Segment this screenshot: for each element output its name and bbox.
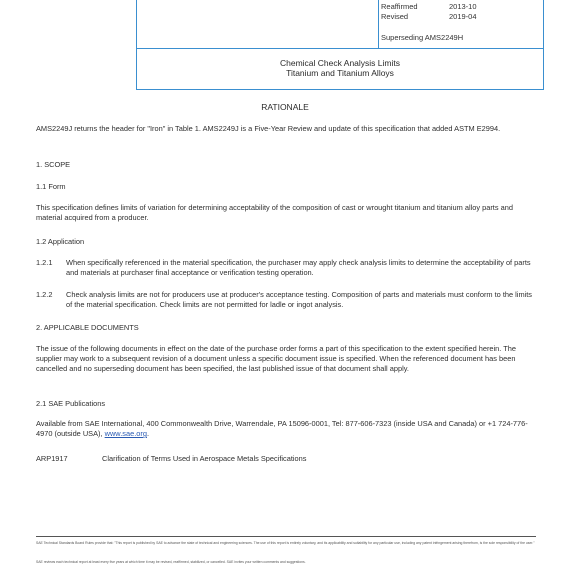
arp-reference-title: Clarification of Terms Used in Aerospace Metals Specifications (102, 454, 307, 463)
title-line-1: Chemical Check Analysis Limits (280, 58, 400, 68)
section-1-2-2-number: 1.2.2 (36, 290, 53, 299)
footer-disclaimer: SAE Technical Standards Board Rules provide that: "This report is published by SAE to advance the state of technical and engineering sciences. The use of this report is entirely voluntary, and its applicability and suitability for any particular use, including any patent infringement arising therefrom, is the sole responsibility of the user." (36, 541, 535, 545)
title-line-2: Titanium and Titanium Alloys (286, 68, 394, 78)
footer-review-note: SAE reviews each technical report at least every five years at which time it may be revised, reaffirmed, stabilized, or cancelled. SAE invites your written comments and suggestions. (36, 560, 306, 564)
reaffirmed-label: Reaffirmed (381, 2, 418, 11)
sae-address-text: Available from SAE International, 400 Commonwealth Drive, Warrendale, PA 15096-0001, Tel: 877-606-7323 (inside USA and Canada) or +1 724-776-4970 (outside USA), (36, 419, 528, 438)
section-1-2-1-text: When specifically referenced in the material specification, the purchaser may apply check analysis limits to determine the acceptability of parts and materials at purchaser final acceptance or verification testing operation. (66, 258, 531, 277)
rationale-heading: RATIONALE (261, 102, 309, 112)
section-1-2-2-text: Check analysis limits are not for producers use at producer's acceptance testing. Composition of parts and materials must conform to the limits of the material specification. Check limits are not permitted for ladle or ingot analysis. (66, 290, 532, 309)
section-2-heading: 2. APPLICABLE DOCUMENTS (36, 323, 139, 332)
document-header-box (136, 0, 544, 90)
sentence-period: . (146, 429, 149, 438)
document-title (137, 48, 543, 90)
reaffirmed-date: 2013-10 (449, 2, 477, 11)
section-2-1-heading: 2.1 SAE Publications (36, 399, 106, 408)
header-top-row (137, 0, 543, 49)
header-divider (378, 0, 379, 48)
section-1-2-1-number: 1.2.1 (36, 258, 53, 267)
section-2-1-text (36, 419, 536, 439)
superseding-note: Superseding AMS2249H (381, 33, 464, 42)
section-2-text: The issue of the following documents in effect on the date of the purchase order forms a part of this specification to the extent specified herein. The supplier may work to a subsequent revision of a document unless a specific document issue is specified. When the referenced document has been cancelled and no superseding document has been specified, the last published issue of that document shall apply. (36, 344, 516, 373)
section-1-1-heading: 1.1 Form (36, 182, 66, 191)
sae-website-link[interactable]: www.sae.org (104, 429, 147, 438)
section-1-1-text: This specification defines limits of variation for determining acceptability of the composition of cast or wrought titanium and titanium alloy parts and material acquired from a producer. (36, 203, 513, 222)
revised-label: Revised (381, 12, 409, 21)
revised-date: 2019-04 (449, 12, 477, 21)
rationale-text: AMS2249J returns the header for "Iron" in Table 1. AMS2249J is a Five-Year Review and update of this specification that added ASTM E2994. (36, 124, 501, 133)
arp-reference-number: ARP1917 (36, 454, 68, 463)
section-1-heading: 1. SCOPE (36, 160, 71, 169)
section-1-2-heading: 1.2 Application (36, 237, 85, 246)
footer-divider (36, 536, 536, 537)
